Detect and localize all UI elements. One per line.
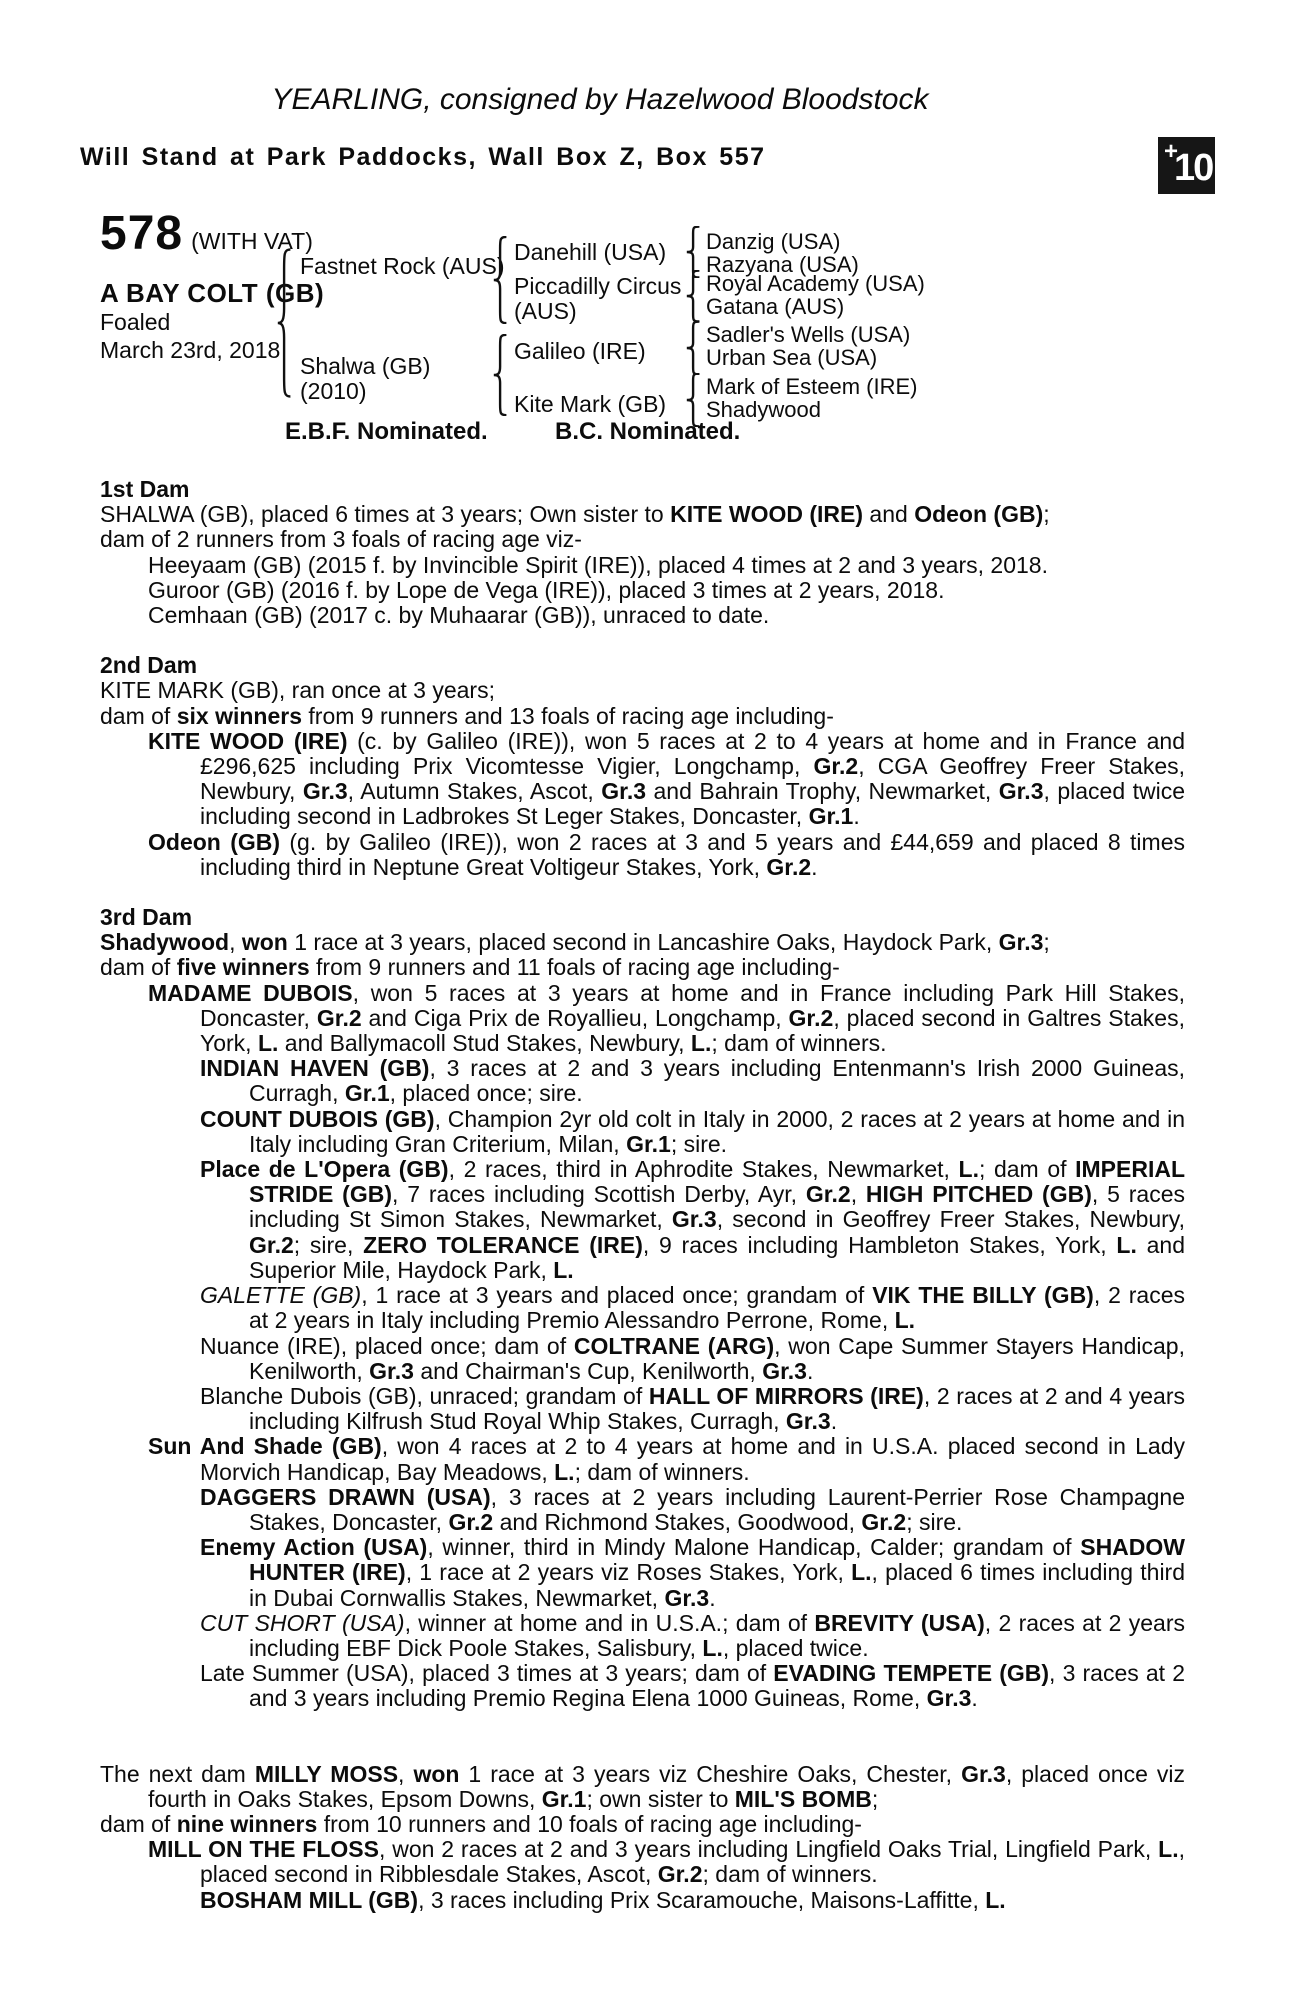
- catalog-paragraph: Heeyaam (GB) (2015 f. by Invincible Spirit (IRE)), placed 4 times at 2 and 3 years, 2018.: [148, 551, 1048, 578]
- catalog-paragraph: Nuance (IRE), placed once; dam of COLTRANE (ARG), won Cape Summer Stayers Handicap, Kenilworth, Gr.3 and Chairman's Cup, Kenilworth, Gr.3.: [200, 1332, 1185, 1384]
- catalog-paragraph: dam of five winners from 9 runners and 11 foals of racing age including-: [100, 954, 840, 981]
- catalog-paragraph: Guroor (GB) (2016 f. by Lope de Vega (IRE)), placed 3 times at 2 years, 2018.: [148, 576, 945, 603]
- catalog-paragraph: BOSHAM MILL (GB), 3 races including Prix Scaramouche, Maisons-Laffitte, L.: [200, 1886, 1006, 1913]
- dam-section: [100, 653, 1185, 880]
- gen3-pair-1: [706, 230, 859, 276]
- gen3-name: Gatana (AUS): [706, 294, 845, 319]
- catalog-paragraph: SHALWA (GB), placed 6 times at 3 years; Own sister to KITE WOOD (IRE) and Odeon (GB);: [100, 501, 1050, 528]
- pedigree-brace: [685, 321, 703, 375]
- catalog-paragraph: Shadywood, won 1 race at 3 years, placed second in Lancashire Oaks, Haydock Park, Gr.3;: [100, 929, 1050, 956]
- lot-description: A BAY COLT (GB): [100, 278, 325, 308]
- grandsire-2: Galileo (IRE): [514, 338, 646, 364]
- dam-heading: 1st Dam: [100, 476, 190, 502]
- dam-section: [100, 1762, 1185, 1913]
- vat-note: (WITH VAT): [191, 228, 313, 254]
- catalog-paragraph: MILL ON THE FLOSS, won 2 races at 2 and 3 years including Lingfield Oaks Trial, Lingfield Park, L., placed second in Ribblesdale Stakes, Ascot, Gr.2; dam of winners.: [148, 1836, 1186, 1888]
- gen3-pair-2: [706, 272, 925, 318]
- catalog-paragraph: KITE MARK (GB), ran once at 3 years;: [100, 677, 495, 704]
- catalog-paragraph: CUT SHORT (USA), winner at home and in U.S.A.; dam of BREVITY (USA), 2 races at 2 years including EBF Dick Poole Stakes, Salisbury, L., placed twice.: [200, 1609, 1186, 1661]
- pedigree-brace: [492, 236, 510, 324]
- dam-heading: 2nd Dam: [100, 652, 198, 679]
- gen3-name: Mark of Esteem (IRE): [706, 374, 918, 399]
- badge-plus: +: [1164, 138, 1179, 165]
- catalog-paragraph: GALETTE (GB), 1 race at 3 years and placed once; grandam of VIK THE BILLY (GB), 2 races at 2 years in Italy including Premio Alessandro Perrone, Rome, L.: [200, 1282, 1185, 1334]
- foaled-date: March 23rd, 2018: [100, 337, 281, 363]
- pedigree-text: [100, 477, 1185, 1913]
- dam-section: [100, 905, 1185, 1712]
- dam-section: [100, 477, 1185, 628]
- dam-name: [300, 354, 505, 404]
- catalog-paragraph: Late Summer (USA), placed 3 times at 3 years; dam of EVADING TEMPETE (GB), 3 races at 2 and 3 years including Premio Regina Elena 1000 Guineas, Rome, Gr.3.: [200, 1660, 1185, 1712]
- bc-nominated: B.C. Nominated.: [555, 418, 741, 445]
- granddam-1: Piccadilly Circus (AUS): [514, 273, 682, 324]
- catalog-paragraph: The next dam MILLY MOSS, won 1 race at 3 years viz Cheshire Oaks, Chester, Gr.3, placed once viz fourth in Oaks Stakes, Epsom Downs, Gr.1; own sister to MIL'S BOMB;: [100, 1760, 1185, 1812]
- catalog-paragraph: Odeon (GB) (g. by Galileo (IRE)), won 2 races at 3 and 5 years and £44,659 and placed 8 times including third in Neptune Great Voltigeur Stakes, York, Gr.2.: [148, 828, 1185, 880]
- lot-number: 578: [100, 207, 184, 260]
- catalog-paragraph: Enemy Action (USA), winner, third in Mindy Malone Handicap, Calder; grandam of SHADOW HUNTER (IRE), 1 race at 2 years viz Roses Stakes, York, L., placed 6 times including third in Dubai Cornwallis Stakes, Newmarket, Gr.3.: [200, 1534, 1186, 1611]
- foaled-label: Foaled: [100, 309, 171, 335]
- catalog-paragraph: COUNT DUBOIS (GB), Champion 2yr old colt in Italy in 2000, 2 races at 2 years at home and in Italy including Gran Criterium, Milan, Gr.1; sire.: [200, 1105, 1185, 1157]
- catalog-paragraph: DAGGERS DRAWN (USA), 3 races at 2 years including Laurent-Perrier Rose Champagne Stakes, Doncaster, Gr.2 and Richmond Stakes, Goodwood, Gr.2; sire.: [200, 1483, 1185, 1535]
- gen3-name: Urban Sea (USA): [706, 345, 878, 370]
- stand-location: Will Stand at Park Paddocks, Wall Box Z, Box 557: [80, 143, 766, 171]
- dam-name-line: Shalwa (GB): [300, 353, 431, 379]
- granddam-2: Kite Mark (GB): [514, 391, 667, 417]
- pedigree-brace: [492, 334, 510, 416]
- catalog-paragraph: Blanche Dubois (GB), unraced; grandam of HALL OF MIRRORS (IRE), 2 races at 2 and 4 years including Kilfrush Stud Royal Whip Stakes, Curragh, Gr.3.: [200, 1382, 1185, 1435]
- ebf-nominated: E.B.F. Nominated.: [285, 418, 488, 445]
- gen3-pair-3: [706, 323, 910, 369]
- dam-year: (2010): [300, 378, 367, 404]
- catalog-paragraph: INDIAN HAVEN (GB), 3 races at 2 and 3 years including Entenmann's Irish 2000 Guineas, Curragh, Gr.1, placed once; sire.: [200, 1055, 1185, 1107]
- gen3-name: Sadler's Wells (USA): [706, 322, 911, 347]
- gen3-pair-4: [706, 375, 917, 421]
- page-title: YEARLING, consigned by Hazelwood Bloodstock: [271, 83, 929, 116]
- dam-heading: 3rd Dam: [100, 904, 193, 931]
- badge-number: 10: [1174, 147, 1213, 189]
- catalog-paragraph: MADAME DUBOIS, won 5 races at 3 years at home and in France including Park Hill Stakes, Doncaster, Gr.2 and Ciga Prix de Royallieu, Longchamp, Gr.2, placed second in Galtres Stakes, York, L. and Ballymacoll Stud Stakes, Newbury, L.; dam of winners.: [148, 979, 1185, 1057]
- pedigree-brace: [276, 248, 294, 398]
- gen3-name: Razyana (USA): [706, 252, 859, 277]
- catalog-paragraph: dam of 2 runners from 3 foals of racing age viz-: [100, 526, 582, 553]
- catalog-paragraph: Sun And Shade (GB), won 4 races at 2 to 4 years at home and in U.S.A. placed second in Lady Morvich Handicap, Bay Meadows, L.; dam of winners.: [148, 1433, 1185, 1485]
- gen3-name: Royal Academy (USA): [706, 271, 925, 296]
- catalog-paragraph: KITE WOOD (IRE) (c. by Galileo (IRE)), won 5 races at 2 to 4 years at home and in France and £296,625 including Prix Vicomtesse Vigier, Longchamp, Gr.2, CGA Geoffrey Freer Stakes, Newbury, Gr.3, Autumn Stakes, Ascot, Gr.3 and Bahrain Trophy, Newmarket, Gr.3, placed twice including second in Ladbrokes St Leger Stakes, Doncaster, Gr.1.: [148, 727, 1186, 830]
- catalog-paragraph: Place de L'Opera (GB), 2 races, third in Aphrodite Stakes, Newmarket, L.; dam of IMPERIAL STRIDE (GB), 7 races including Scottish Derby, Ayr, Gr.2, HIGH PITCHED (GB), 5 races including St Simon Stakes, Newmarket, Gr.3, second in Geoffrey Freer Stakes, Newbury, Gr.2; sire, ZERO TOLERANCE (IRE), 9 races including Hambleton Stakes, York, L. and Superior Mile, Haydock Park, L.: [200, 1156, 1186, 1283]
- sire-name: Fastnet Rock (AUS): [300, 253, 505, 279]
- catalog-paragraph: Cemhaan (GB) (2017 c. by Muhaarar (GB)), unraced to date.: [148, 602, 770, 629]
- gen3-name: Danzig (USA): [706, 229, 841, 254]
- catalog-paragraph: dam of nine winners from 10 runners and 10 foals of racing age including-: [100, 1810, 862, 1837]
- pedigree-table: [100, 207, 1190, 452]
- grandsire-1: Danehill (USA): [514, 239, 667, 265]
- gen3-name: Shadywood: [706, 397, 821, 422]
- plus-ten-badge-icon: [1158, 137, 1215, 194]
- pedigree-brace: [685, 270, 703, 322]
- catalog-paragraph: dam of six winners from 9 runners and 13 foals of racing age including-: [100, 702, 834, 729]
